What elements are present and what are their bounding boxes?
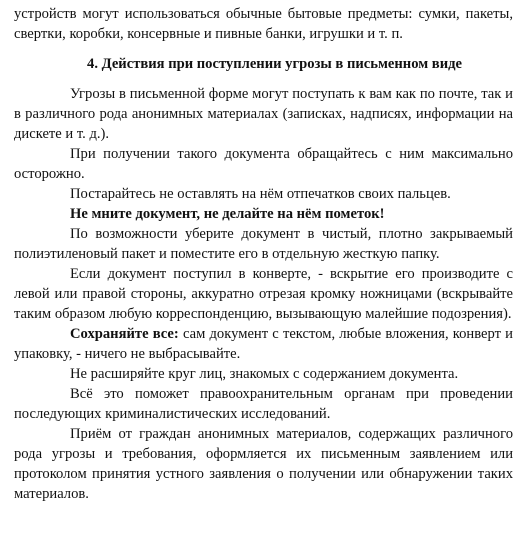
paragraph-envelope-opening: Если документ поступил в конверте, - вскрытие его производите с левой или правой стороны, аккуратно отрезая кромку ножницами (вскрывайте таким образом любую корреспонденцию, вызывающую малейшие подозрения).: [14, 266, 513, 322]
intro-paragraph-tail: устройств могут использоваться обычные бытовые предметы: сумки, пакеты, свертки, коробки, консервные и пивные банки, игрушки и т. п.: [14, 6, 513, 42]
section-heading: 4. Действия при поступлении угрозы в письменном виде: [87, 56, 462, 72]
paragraph-put-in-bag: По возможности уберите документ в чистый, плотно закрываемый полиэтиленовый пакет и поместите его в отдельную жесткую папку.: [14, 226, 513, 262]
paragraph-written-threats: Угрозы в письменной форме могут поступать к вам как по почте, так и в различного рода анонимных материалах (записках, надписях, информации на дискете и т. д.).: [14, 86, 513, 142]
keep-everything-rest: сам документ с текстом, любые вложения, конверт и упаковку, - ничего не выбрасывайте.: [14, 326, 513, 362]
keep-everything-lead: Сохраняйте все:: [70, 326, 179, 342]
paragraph-keep-everything: [14, 324, 513, 364]
paragraph-handle-carefully: При получении такого документа обращайтесь с ним максимально осторожно.: [14, 146, 513, 182]
paragraph-do-not-crumple: Не мните документ, не делайте на нём пометок!: [70, 206, 385, 222]
paragraph-helps-investigation: Всё это поможет правоохранительным органам при проведении последующих криминалистических исследований.: [14, 386, 513, 422]
paragraph-limit-circle: Не расширяйте круг лиц, знакомых с содержанием документа.: [70, 366, 459, 382]
paragraph-no-fingerprints: Постарайтесь не оставлять на нём отпечатков своих пальцев.: [70, 186, 451, 202]
paragraph-acceptance-procedure: Приём от граждан анонимных материалов, содержащих различного рода угрозы и требования, оформляется их письменным заявлением или протоколом принятия устного заявления о получении или обнаружении таких материалов.: [14, 426, 513, 502]
